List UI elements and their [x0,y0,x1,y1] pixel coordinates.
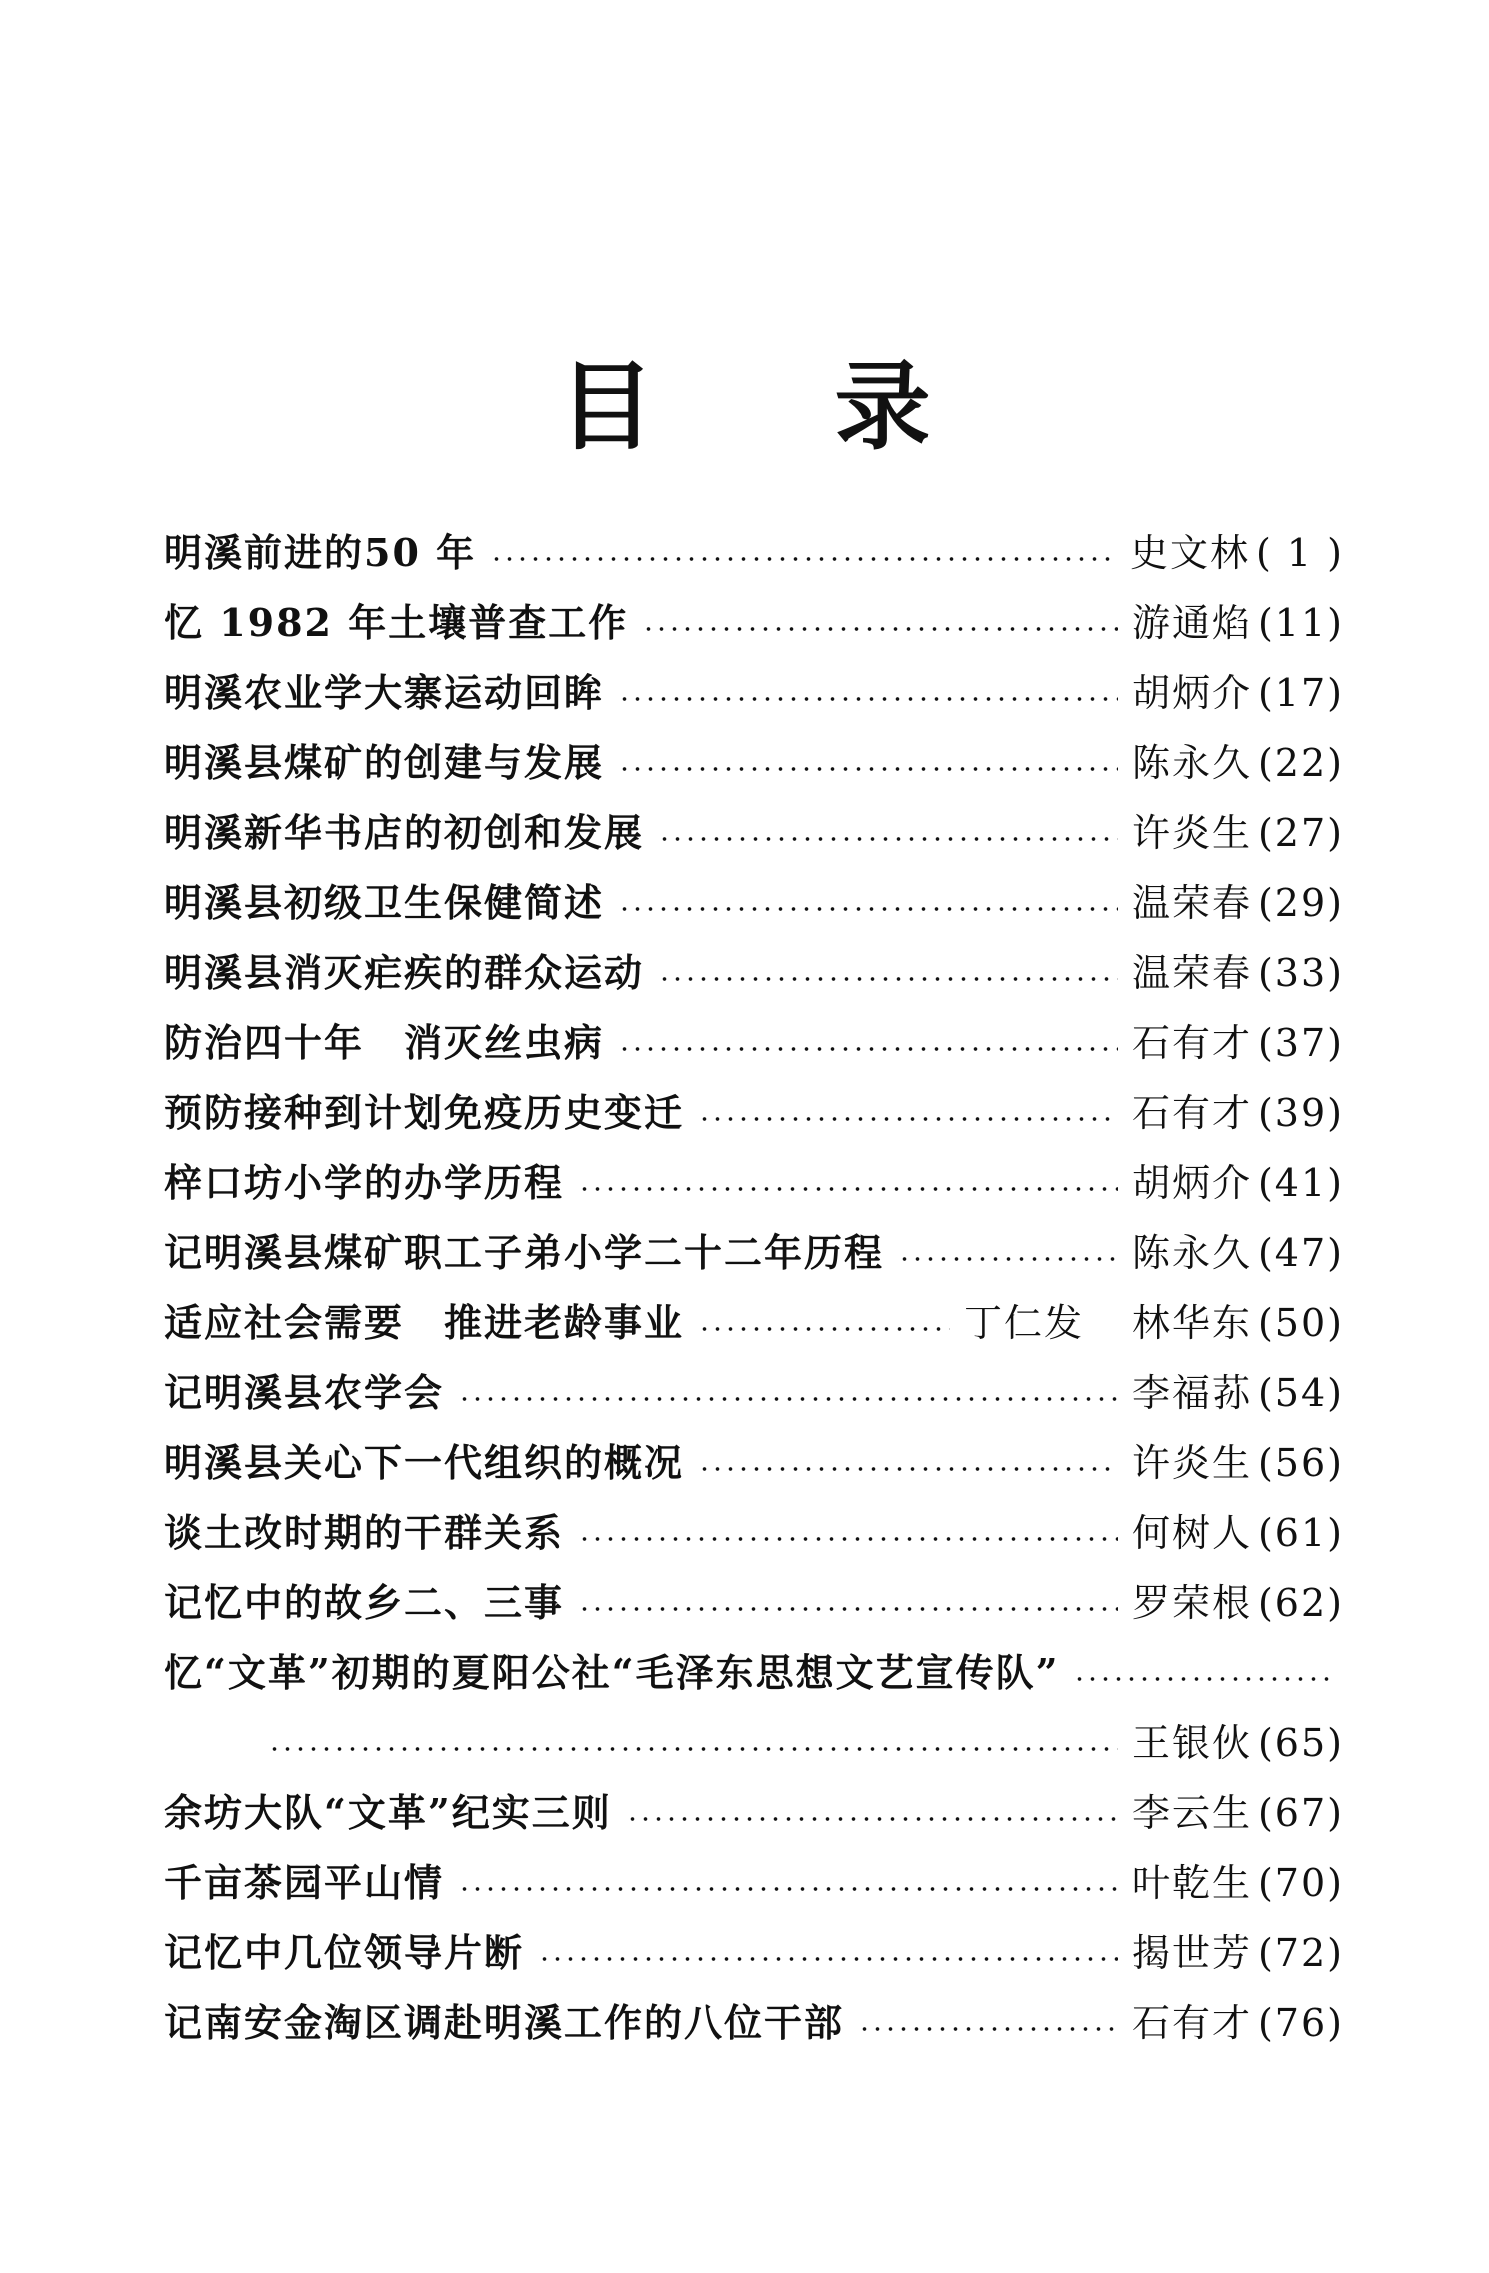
toc-entry [164,1008,1344,1078]
entry-page-number: (41) [1257,1161,1344,1205]
entry-title: 谈土改时期的干群关系 [164,1510,565,1555]
entry-page-number: (72) [1257,1931,1344,1975]
entry-page-number: (27) [1257,811,1344,855]
toc-entry [164,1638,1344,1708]
entry-title: 记明溪县农学会 [164,1370,445,1415]
entry-author: 许炎生 [1131,811,1252,855]
entry-title: 明溪农业学大寨运动回眸 [164,670,605,715]
toc-entry [164,588,1344,658]
entry-title: 余坊大队“文革”纪实三则 [164,1790,612,1835]
toc-entry [164,798,1344,868]
toc-entry [164,728,1344,798]
dot-leader [658,977,1118,981]
entry-page-number: (67) [1257,1791,1344,1835]
entry-title: 预防接种到计划免疫历史变迁 [164,1090,685,1135]
entry-title: 明溪前进的50 年 [164,530,477,575]
entry-page-number: (39) [1257,1091,1344,1135]
entry-page-number: (33) [1257,951,1344,995]
entry-title: 梓口坊小学的办学历程 [164,1160,565,1205]
entry-author: 陈永久 [1131,741,1252,785]
entry-page-number: (22) [1257,741,1344,785]
dot-leader [898,1257,1118,1261]
dot-leader [268,1747,1118,1751]
toc-entry [164,1848,1344,1918]
entry-author: 胡炳介 [1131,1161,1252,1205]
entry-author: 林华东 [1131,1301,1252,1345]
dot-leader [578,1537,1118,1541]
toc-entry [164,938,1344,1008]
dot-leader [698,1467,1118,1471]
entry-author: 李福荪 [1131,1371,1252,1415]
entry-author: 王银伙 [1131,1721,1252,1765]
dot-leader [490,557,1116,561]
toc-entry [164,518,1344,588]
toc-entry [164,1568,1344,1638]
toc-entry [164,1148,1344,1218]
dot-leader [658,837,1118,841]
entry-page-number: (47) [1257,1231,1344,1275]
toc-entry [164,1918,1344,1988]
entry-page-number: (50) [1257,1301,1344,1345]
entry-page-number: (11) [1257,601,1344,645]
entry-page-number: (62) [1257,1581,1344,1625]
dot-leader [698,1327,950,1331]
entry-author: 温荣春 [1131,881,1252,925]
toc-entry [164,1988,1344,2058]
dot-leader [858,2027,1118,2031]
entry-author: 揭世芳 [1131,1931,1252,1975]
dot-leader [1073,1677,1330,1681]
entry-author: 罗荣根 [1131,1581,1252,1625]
entry-page-number: (65) [1257,1721,1344,1765]
dot-leader [618,697,1118,701]
entry-title: 记忆中的故乡二、三事 [164,1580,565,1625]
entry-page-number: (37) [1257,1021,1344,1065]
toc-list [164,518,1344,2058]
entry-title: 明溪县初级卫生保健简述 [164,880,605,925]
entry-page-number: (54) [1257,1371,1344,1415]
entry-author: 陈永久 [1131,1231,1252,1275]
entry-title: 明溪县消灭疟疾的群众运动 [164,950,645,995]
dot-leader [642,627,1118,631]
toc-entry [164,868,1344,938]
entry-page-number: (70) [1257,1861,1344,1905]
entry-coauthor: 丁仁发 [963,1301,1084,1345]
toc-entry [164,658,1344,728]
entry-author: 史文林 [1129,531,1250,575]
dot-leader [626,1817,1118,1821]
entry-author: 何树人 [1131,1511,1252,1555]
entry-title: 记南安金淘区调赴明溪工作的八位干部 [164,2000,845,2045]
toc-entry [164,1218,1344,1288]
entry-title: 记明溪县煤矿职工子弟小学二十二年历程 [164,1230,885,1275]
entry-page-number: (17) [1257,671,1344,715]
entry-page-number: (29) [1257,881,1344,925]
entry-author: 温荣春 [1131,951,1252,995]
toc-entry [164,1358,1344,1428]
dot-leader [458,1397,1118,1401]
entry-author: 叶乾生 [1131,1861,1252,1905]
entry-page-number: (61) [1257,1511,1344,1555]
dot-leader [578,1607,1118,1611]
entry-title: 明溪新华书店的初创和发展 [164,810,645,855]
entry-author: 胡炳介 [1131,671,1252,715]
dot-leader [538,1957,1118,1961]
dot-leader [698,1117,1118,1121]
entry-title: 适应社会需要 推进老龄事业 [164,1300,685,1345]
entry-title: 忆“文革”初期的夏阳公社“毛泽东思想文艺宣传队” [164,1650,1060,1695]
toc-entry [164,1708,1344,1778]
entry-author: 石有才 [1131,1091,1252,1135]
entry-title: 明溪县关心下一代组织的概况 [164,1440,685,1485]
page-title: 目录 [558,350,1111,463]
entry-title: 千亩茶园平山情 [164,1860,445,1905]
toc-entry [164,1078,1344,1148]
toc-entry [164,1498,1344,1568]
entry-page-number: (56) [1257,1441,1344,1485]
entry-page-number: (76) [1257,2001,1344,2045]
entry-author: 石有才 [1131,1021,1252,1065]
entry-author: 许炎生 [1131,1441,1252,1485]
entry-author: 李云生 [1131,1791,1252,1835]
dot-leader [618,1047,1118,1051]
dot-leader [578,1187,1118,1191]
toc-entry [164,1288,1344,1358]
dot-leader [618,767,1118,771]
toc-entry [164,1778,1344,1848]
entry-title: 忆 1982 年土壤普查工作 [164,600,629,645]
toc-entry [164,1428,1344,1498]
entry-title: 防治四十年 消灭丝虫病 [164,1020,605,1065]
entry-title: 记忆中几位领导片断 [164,1930,525,1975]
entry-author: 石有才 [1131,2001,1252,2045]
dot-leader [458,1887,1118,1891]
entry-page-number: ( 1 ) [1256,531,1344,575]
dot-leader [618,907,1118,911]
entry-title: 明溪县煤矿的创建与发展 [164,740,605,785]
entry-author: 游通焰 [1131,601,1252,645]
